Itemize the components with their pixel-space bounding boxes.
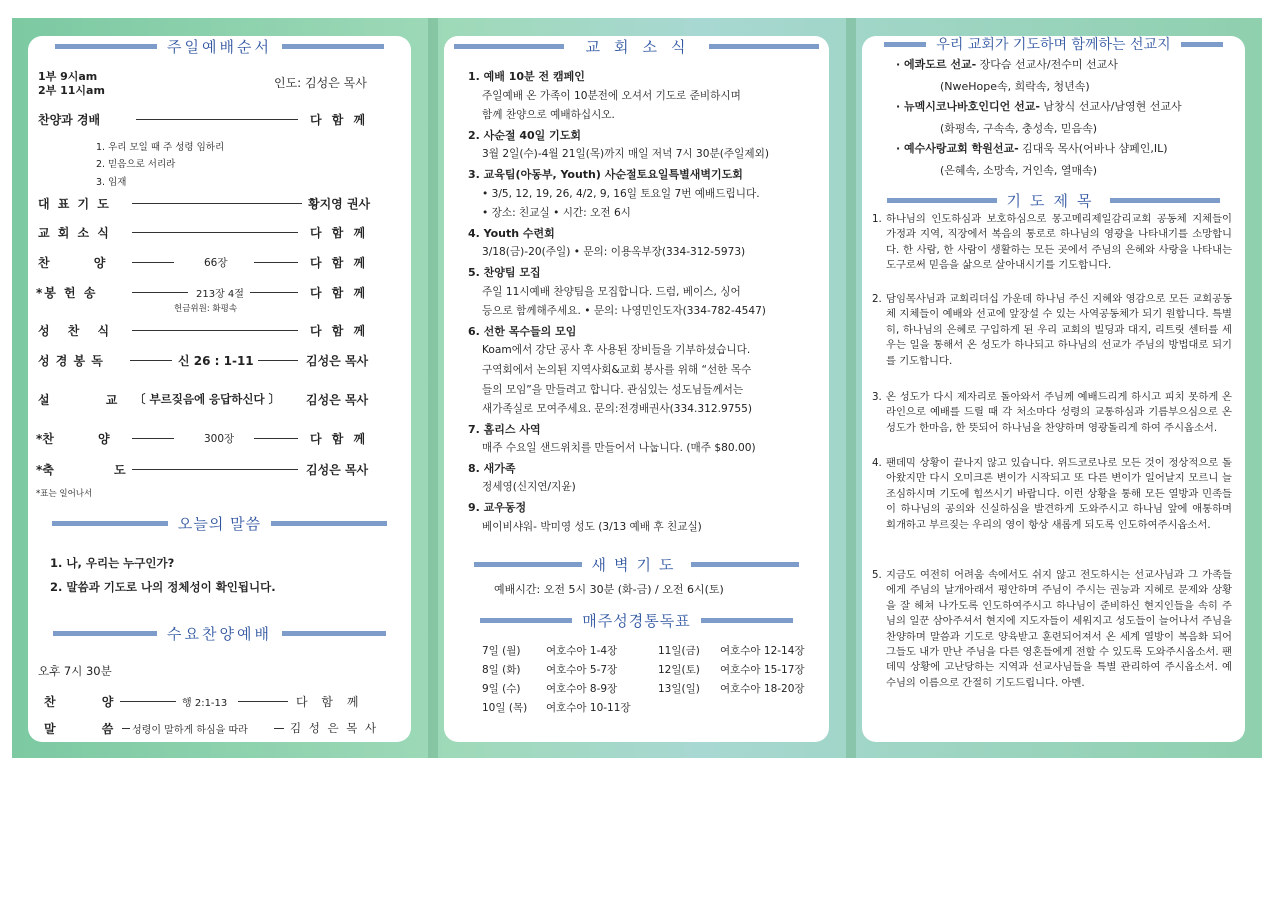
fold-line-right: [846, 18, 856, 758]
bible-passage: 여호수아 1-4장: [546, 645, 618, 657]
mission-groups: (화평속, 구속속, 충성속, 믿음속): [940, 122, 1098, 135]
mission-prayer-panel: [862, 36, 1245, 742]
praise-song: 1. 우리 모일 때 주 성령 임하리: [96, 142, 225, 153]
prayer-text: 팬데믹 상황이 끝나지 않고 있습니다. 위드코로나로 모든 것이 정상적으로 돌아왔지만 다시 오미크론 변이가 시작되고 또 다른 변이가 일어날지 모르니 늘 조심하시며 기도에 힘쓰시기 바랍니다. 이런 상황을 통해 모든 열방과 민족들이 하나님의 공의와 신실하심을 발견하게 도와주시고 하나님 앞에 애통하며 회개하고 부르짖는 우리의 영이 항상 새롭게 되도록 인도하여주시옵소서.: [886, 457, 1232, 531]
header-title: 오늘의 말씀: [177, 514, 262, 533]
bible-row: [482, 698, 811, 717]
leader-line: [132, 292, 188, 293]
prayer-item: [872, 568, 1232, 691]
bible-day: 10일 (목): [482, 702, 528, 714]
wed-label: 말 씀: [44, 722, 114, 736]
order-label: 찬양과 경배: [38, 113, 101, 127]
header-bar: [884, 42, 926, 47]
leader-line: [136, 119, 298, 120]
prayer-text: 담임목사님과 교회리더십 가운데 하나님 주신 지혜와 영감으로 모든 교회공동체 지체들이 예배와 선교에 앞장설 수 있는 사역공동체가 되기 원합니다. 특별히, 하나님의 은혜로 구입하게 된 우리 교회의 빌딩과 대지, 리트릿 센터를 세우는 일을 통해서 온 성도가 하나되고 하나님의 선교가 주님의 방법대로 되기를 기도합니다.: [886, 293, 1232, 367]
bible-day: [658, 698, 720, 717]
prayer-text: 지금도 여전히 어려움 속에서도 쉬지 않고 전도하시는 선교사님과 그 가족들에게 주님의 날개아래서 평안하며 주님이 주시는 권능과 지혜로 문제와 상황을 잘 헤쳐 나가도록 인도하여주시고 하나님이 준비하신 현지인들을 속히 주님의 일꾼 삼아주셔서 현지에 지도자들이 세워지고 성도들이 늘어나서 주님을 찬양하며 말씀과 기도로 양육받고 훈련되어져서 온 세계 열방이 복음화 되어 그들도 내가 만난 주님을 다른 영혼들에게 전할 수 있도록 도와주시옵소서. 팬데믹 상황에 고난당하는 지역과 선교사님들을 특별 관리하여 주시옵소서. 예수님의 이름으로 간절히 기도드립니다. 아멘.: [886, 569, 1232, 689]
order-label: 설 교: [38, 393, 118, 407]
order-label: *축 도: [36, 463, 126, 477]
leader-line: [274, 728, 284, 729]
news-title: 9. 교우동정: [468, 501, 527, 515]
order-label: 대 표 기 도: [38, 197, 111, 211]
news-line: 정세영(신지연/지윤): [482, 481, 576, 494]
header-title: 수요찬양예배: [167, 624, 272, 643]
header-bar: [1181, 42, 1223, 47]
news-line: 베이비샤워- 박미영 성도 (3/13 예배 후 친교실): [482, 520, 702, 533]
wed-label: 찬 양: [44, 695, 114, 709]
header-bar: [53, 631, 157, 636]
service-time-1: 1부 9시am: [38, 70, 98, 83]
wed-mid: 행 2:1-13: [182, 698, 228, 709]
leader-line: [132, 232, 298, 233]
news-line: 주일 11시예배 찬양팀을 모집합니다. 드럼, 베이스, 싱어: [482, 285, 741, 298]
mission-desc: 남창식 선교사/남영현 선교사: [1039, 100, 1182, 113]
news-line: 들의 모임”을 만들려고 합니다. 관심있는 성도님들께서는: [482, 383, 744, 396]
section-header-wed: [28, 623, 411, 643]
bible-passage: 여호수아 5-7장: [546, 664, 618, 676]
header-title: 새벽기도: [591, 555, 682, 574]
order-right: 다 함 께: [310, 432, 369, 446]
bible-row: [482, 660, 811, 679]
leader-line: [132, 438, 174, 439]
section-header-word: [28, 513, 411, 533]
bible-day: 8일 (화): [482, 664, 521, 676]
news-line: 주일예배 온 가족이 10분전에 오셔서 기도로 준비하시며: [482, 89, 741, 102]
header-bar: [474, 562, 582, 567]
order-label: *찬 양: [36, 432, 110, 446]
news-title: 6. 선한 목수들의 모임: [468, 324, 577, 338]
leader-line: [130, 360, 172, 361]
leader: 인도: 김성은 목사: [274, 76, 367, 90]
order-right: 다 함 께: [310, 226, 369, 240]
mission-item: [896, 56, 1118, 72]
mission-name: · 에콰도르 선교-: [896, 58, 977, 71]
worship-order-panel: [28, 36, 411, 742]
leader-line: [132, 203, 302, 204]
prayer-number: 2.: [872, 293, 882, 305]
news-title: 1. 예배 10분 전 캠페인: [468, 70, 585, 83]
bible-reading-table: [482, 641, 811, 717]
header-bar: [55, 44, 157, 49]
news-title: 5. 찬양팀 모집: [468, 265, 541, 279]
section-header-mission: [862, 34, 1245, 54]
header-bar: [691, 562, 799, 567]
leader-line: [238, 701, 288, 702]
dawn-time: 예배시간: 오전 5시 30분 (화-금) / 오전 6시(토): [494, 583, 724, 596]
bible-day: 13일(일): [658, 683, 700, 695]
bible-passage: 여호수아 15-17장: [720, 664, 805, 676]
news-title: 3. 교육팀(아동부, Youth) 사순절토요일특별새벽기도회: [468, 167, 743, 181]
standing-note: *표는 일어나서: [36, 489, 93, 499]
order-right: 다 함 께: [310, 113, 369, 127]
section-header-prayer: [862, 190, 1245, 210]
bible-row: [482, 641, 811, 660]
leader-line: [254, 262, 298, 263]
news-line: 함께 찬양으로 예배하십시오.: [482, 109, 615, 122]
bible-passage: [720, 698, 811, 717]
leader-line: [132, 330, 298, 331]
news-line: Koam에서 강단 공사 후 사용된 장비들을 기부하셨습니다.: [482, 344, 751, 357]
order-mid: 213장 4절: [196, 289, 244, 300]
order-label: 성 찬 식: [38, 324, 110, 338]
wed-mid: 성령이 말하게 하심을 따라: [132, 725, 248, 736]
prayer-number: 1.: [872, 213, 882, 225]
news-line: 등으로 함께해주세요. • 문의: 나영민인도자(334-782-4547): [482, 305, 766, 318]
mission-item: [896, 140, 1168, 156]
order-right: 다 함 께: [310, 256, 369, 270]
header-bar: [701, 618, 793, 623]
header-bar: [271, 521, 387, 526]
section-header-dawn: [444, 554, 829, 574]
bible-day: 12일(토): [658, 664, 700, 676]
header-title: 우리 교회가 기도하며 함께하는 선교지: [936, 37, 1171, 53]
header-bar: [480, 618, 572, 623]
section-header-order: [28, 36, 411, 56]
news-line: 3/18(금)-20(주일) • 문의: 이용옥부장(334-312-5973): [482, 246, 746, 259]
order-label: *봉 헌 송: [36, 286, 98, 300]
leader-line: [122, 728, 130, 729]
order-label: 찬 양: [38, 256, 106, 270]
header-bar: [52, 521, 168, 526]
header-bar: [454, 44, 564, 49]
leader-line: [250, 292, 298, 293]
mission-item: [896, 98, 1182, 114]
news-title: 8. 새가족: [468, 461, 516, 475]
order-mid: 66장: [204, 257, 228, 269]
prayer-text: 하나님의 인도하심과 보호하심으로 몽고메리제일감리교회 공동체 지체들이 가정과 지역, 직장에서 복음의 통로로 하나님의 영광을 나타내기를 소망합니다. 한 사람, 한 사람이 생활하는 모든 곳에서 주님의 은혜와 사랑을 나타내는 도구로써 믿음을 삶으로 살아내시기를 기도합니다.: [886, 213, 1232, 272]
bible-passage: 여호수아 18-20장: [720, 683, 805, 695]
order-right: 다 함 께: [310, 286, 369, 300]
news-line: • 3/5, 12, 19, 26, 4/2, 9, 16일 토요일 7번 예배드립니다.: [482, 187, 760, 200]
prayer-item: [872, 212, 1232, 274]
header-title: 주일예배순서: [167, 37, 272, 56]
order-label: 교 회 소 식: [38, 226, 111, 240]
order-label: 성 경 봉 독: [38, 354, 104, 368]
news-line: 매주 수요일 샌드위치를 만들어서 나눕니다. (매주 $80.00): [482, 442, 756, 455]
news-line: 새가족실로 모여주세요. 문의:전경배권사(334.312.9755): [482, 403, 753, 416]
news-line: 구역회에서 논의된 지역사회&교회 봉사를 위해 “선한 목수: [482, 363, 752, 376]
header-title: 기도제목: [1006, 191, 1101, 210]
order-mid: 300장: [204, 433, 235, 445]
bible-passage: 여호수아 10-11장: [546, 702, 631, 714]
header-bar: [1110, 198, 1220, 203]
prayer-text: 온 성도가 다시 제자리로 돌아와서 주님께 예배드리게 하시고 피치 못하게 온라인으로 예배를 드릴 때 각 처소마다 성령의 교통하심과 기름부으심으로 온성도가 한마음, 한 뜻되어 하나님을 찬양하며 영광돌리게 하여 주시옵소서.: [886, 391, 1232, 434]
bible-passage: 여호수아 12-14장: [720, 645, 805, 657]
praise-song: 2. 믿음으로 서리라: [96, 159, 176, 170]
prayer-item: [872, 390, 1232, 436]
order-right: 김성은 목사: [306, 354, 369, 368]
leader-line: [258, 360, 298, 361]
section-header-bible: [444, 610, 829, 630]
prayer-number: 4.: [872, 457, 882, 469]
prayer-number: 3.: [872, 391, 882, 403]
order-mid: 신 26 : 1-11: [178, 354, 254, 368]
bible-day: 7일 (월): [482, 645, 521, 657]
news-line: 3월 2일(수)-4월 21일(목)까지 매일 저녁 7시 30분(주일제외): [482, 148, 769, 161]
header-bar: [282, 44, 384, 49]
mission-name: · 예수사랑교회 학원선교-: [896, 142, 1019, 155]
header-title: 매주성경통독표: [582, 611, 691, 630]
leader-line: [254, 438, 298, 439]
wed-right: 김 성 은 목 사: [290, 721, 379, 735]
service-time-2: 2부 11시am: [38, 84, 105, 97]
leader-line: [120, 701, 176, 702]
prayer-item: [872, 292, 1232, 369]
header-bar: [709, 44, 819, 49]
bible-day: 11일(금): [658, 645, 700, 657]
bible-day: 9일 (수): [482, 683, 521, 695]
header-title: 교회소식: [585, 37, 700, 56]
leader-line: [132, 262, 174, 263]
mission-desc: 장다슴 선교사/전수미 선교사: [976, 58, 1118, 71]
news-title: 7. 홈리스 사역: [468, 422, 541, 436]
news-title: 2. 사순절 40일 기도회: [468, 128, 582, 142]
word-item: 1. 나, 우리는 누구인가?: [50, 556, 175, 570]
mission-groups: (NweHope속, 희락속, 청년속): [940, 80, 1090, 93]
prayer-item: [872, 456, 1232, 533]
prayer-number: 5.: [872, 569, 882, 581]
church-news-panel: [444, 36, 829, 742]
order-right: 다 함 께: [310, 324, 369, 338]
order-right: 황지영 권사: [308, 197, 371, 211]
leader-line: [132, 469, 298, 470]
wed-right: 다 함 께: [296, 695, 364, 709]
bible-passage: 여호수아 8-9장: [546, 683, 618, 695]
news-title: 4. Youth 수련회: [468, 226, 555, 240]
word-item: 2. 말씀과 기도로 나의 정체성이 확인됩니다.: [50, 580, 276, 594]
news-line: • 장소: 친교실 • 시간: 오전 6시: [482, 207, 631, 220]
praise-song: 3. 임재: [96, 177, 127, 188]
mission-name: · 뉴멕시코나바호인디언 선교-: [896, 100, 1040, 113]
sermon-title: 〔 부르짖음에 응답하신다 〕: [134, 392, 281, 406]
mission-groups: (은혜속, 소망속, 거인속, 열매속): [940, 164, 1098, 177]
order-right: 김성은 목사: [306, 463, 369, 477]
bible-row: [482, 679, 811, 698]
wed-time: 오후 7시 30분: [38, 664, 112, 678]
fold-line-left: [428, 18, 438, 758]
section-header-news: [444, 36, 829, 56]
header-bar: [887, 198, 997, 203]
header-bar: [282, 631, 386, 636]
offering-committee: 헌금위원: 화평속: [174, 304, 238, 314]
mission-desc: 김대욱 목사(어바나 샴페인,IL): [1018, 142, 1168, 155]
order-right: 김성은 목사: [306, 393, 369, 407]
